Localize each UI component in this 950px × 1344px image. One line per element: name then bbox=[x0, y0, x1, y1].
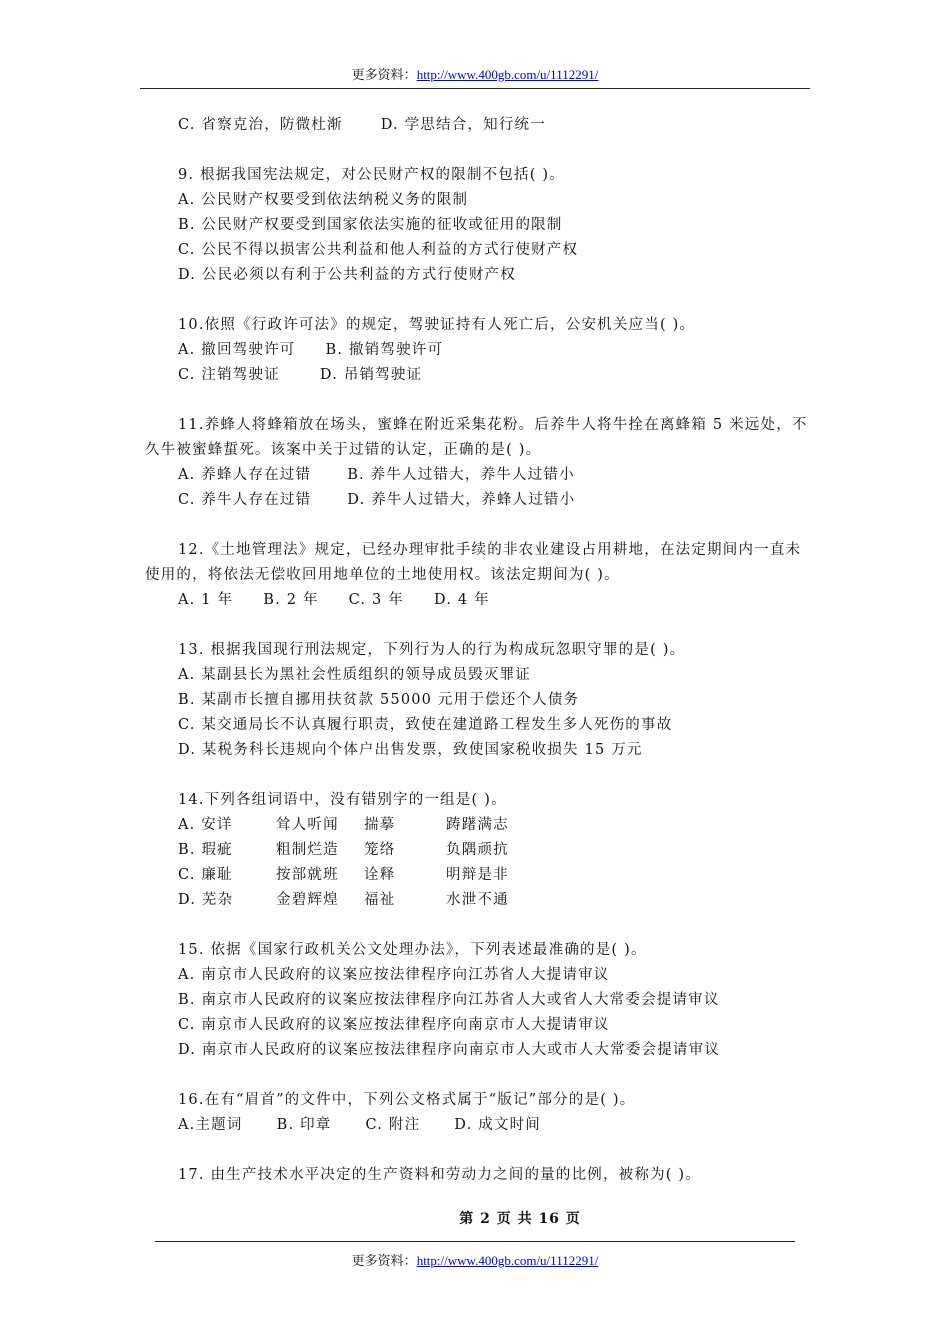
option-c: C. 3 年 bbox=[348, 592, 404, 608]
options-row bbox=[145, 588, 810, 613]
cell: 粗制烂造 bbox=[276, 842, 339, 858]
cell: 明辩是非 bbox=[446, 867, 509, 883]
option-a: A. 1 年 bbox=[178, 592, 234, 608]
cell: 福祉 bbox=[364, 892, 396, 908]
option-d: D. 养牛人过错大，养蜂人过错小 bbox=[347, 492, 576, 508]
question-16 bbox=[145, 1088, 810, 1138]
options-row bbox=[145, 488, 810, 513]
options-row bbox=[145, 363, 810, 388]
cell: D. 芜杂 bbox=[178, 892, 234, 908]
option-b: B. 印章 bbox=[276, 1117, 332, 1133]
option-b: B. 南京市人民政府的议案应按法律程序向江苏省人大或省人大常委会提请审议 bbox=[178, 992, 720, 1008]
option-a: A. 某副县长为黑社会性质组织的领导成员毁灭罪证 bbox=[178, 667, 531, 683]
question-stem: 12.《土地管理法》规定，已经办理审批手续的非农业建设占用耕地，在法定期间内一直未使用的，将依法无偿收回用地单位的土地使用权。该法定期间为( )。 bbox=[145, 542, 802, 583]
question-9 bbox=[145, 163, 810, 288]
option-d: D. 吊销驾驶证 bbox=[319, 367, 423, 383]
question-17 bbox=[145, 1163, 810, 1188]
page-footer bbox=[155, 1250, 795, 1269]
cell: 负隅顽抗 bbox=[446, 842, 509, 858]
question-stem: 11.养蜂人将蜂箱放在场头，蜜蜂在附近采集花粉。后养牛人将牛拴在离蜂箱 5 米远处，不久牛被蜜蜂蜇死。该案中关于过错的认定，正确的是( )。 bbox=[145, 417, 808, 458]
option-a: A. 南京市人民政府的议案应按法律程序向江苏省人大提请审议 bbox=[178, 967, 610, 983]
option-c: C. 注销驾驶证 bbox=[178, 367, 280, 383]
option-c: C. 公民不得以损害公共利益和他人利益的方式行使财产权 bbox=[178, 242, 579, 258]
option-d: D. 成文时间 bbox=[454, 1117, 541, 1133]
option-c: C. 省察克治，防微杜渐 bbox=[178, 117, 343, 133]
question-10 bbox=[145, 313, 810, 388]
question-stem: 14.下列各组词语中，没有错别字的一组是( )。 bbox=[178, 792, 507, 808]
cell: 耸人听闻 bbox=[276, 817, 339, 833]
option-a: A.主题词 bbox=[178, 1117, 243, 1133]
question-stem: 9. 根据我国宪法规定，对公民财产权的限制不包括( )。 bbox=[178, 167, 565, 183]
page-header bbox=[140, 64, 810, 83]
options-row bbox=[145, 1113, 810, 1138]
page-number: 第 2 页 共 16 页 bbox=[459, 1211, 581, 1227]
cell: 金碧辉煌 bbox=[276, 892, 339, 908]
option-d: D. 4 年 bbox=[434, 592, 490, 608]
options-row bbox=[145, 338, 810, 363]
question-stem: 10.依照《行政许可法》的规定，驾驶证持有人死亡后，公安机关应当( )。 bbox=[178, 317, 696, 333]
option-a: A. 养蜂人存在过错 bbox=[178, 467, 312, 483]
question-8-tail bbox=[145, 113, 810, 138]
cell: 诠释 bbox=[364, 867, 396, 883]
cell: B. 瑕疵 bbox=[178, 842, 233, 858]
cell: C. 廉耻 bbox=[178, 867, 233, 883]
option-b: B. 公民财产权要受到国家依法实施的征收或征用的限制 bbox=[178, 217, 563, 233]
word-table bbox=[145, 813, 810, 913]
header-label: 更多资料： bbox=[351, 67, 417, 82]
options-row bbox=[145, 113, 810, 138]
option-b: B. 撤销驾驶许可 bbox=[325, 342, 444, 358]
footer-divider bbox=[155, 1241, 795, 1242]
footer-label: 更多资料： bbox=[351, 1253, 417, 1268]
option-c: C. 南京市人民政府的议案应按法律程序向南京市人大提请审议 bbox=[178, 1017, 610, 1033]
option-b: B. 2 年 bbox=[263, 592, 319, 608]
question-11 bbox=[145, 413, 810, 513]
option-d: D. 学思结合，知行统一 bbox=[380, 117, 546, 133]
option-a: A. 公民财产权要受到依法纳税义务的限制 bbox=[178, 192, 469, 208]
option-b: B. 养牛人过错大，养牛人过错小 bbox=[347, 467, 575, 483]
question-15 bbox=[145, 938, 810, 1063]
question-12 bbox=[145, 538, 810, 613]
cell: 水泄不通 bbox=[446, 892, 509, 908]
option-c: C. 附注 bbox=[365, 1117, 421, 1133]
document-body bbox=[145, 113, 810, 1213]
footer-link[interactable]: http://www.400gb.com/u/1112291/ bbox=[416, 1253, 599, 1268]
option-b: B. 某副市长擅自挪用扶贫款 55000 元用于偿还个人债务 bbox=[178, 692, 580, 708]
option-d: D. 南京市人民政府的议案应按法律程序向南京市人大或市人大常委会提请审议 bbox=[178, 1042, 721, 1058]
option-c: C. 养牛人存在过错 bbox=[178, 492, 312, 508]
cell: 踌躇满志 bbox=[446, 817, 509, 833]
option-a: A. 撤回驾驶许可 bbox=[178, 342, 296, 358]
cell: 揣摹 bbox=[364, 817, 396, 833]
question-14 bbox=[145, 788, 810, 913]
option-c: C. 某交通局长不认真履行职责，致使在建道路工程发生多人死伤的事故 bbox=[178, 717, 673, 733]
question-stem: 13. 根据我国现行刑法规定，下列行为人的行为构成玩忽职守罪的是( )。 bbox=[178, 642, 686, 658]
question-stem: 16.在有“眉首”的文件中，下列公文格式属于“版记”部分的是( )。 bbox=[178, 1092, 636, 1108]
question-stem: 15. 依据《国家行政机关公文处理办法》，下列表述最准确的是( )。 bbox=[178, 942, 647, 958]
header-link[interactable]: http://www.400gb.com/u/1112291/ bbox=[416, 67, 599, 82]
options-row bbox=[145, 463, 810, 488]
question-13 bbox=[145, 638, 810, 763]
cell: 按部就班 bbox=[276, 867, 339, 883]
cell: A. 安详 bbox=[178, 817, 233, 833]
option-d: D. 某税务科长违规向个体户出售发票，致使国家税收损失 15 万元 bbox=[178, 742, 643, 758]
cell: 笼络 bbox=[364, 842, 396, 858]
option-d: D. 公民必须以有利于公共利益的方式行使财产权 bbox=[178, 267, 516, 283]
header-divider bbox=[140, 88, 810, 89]
question-stem: 17. 由生产技术水平决定的生产资料和劳动力之间的量的比例，被称为( )。 bbox=[178, 1167, 701, 1183]
